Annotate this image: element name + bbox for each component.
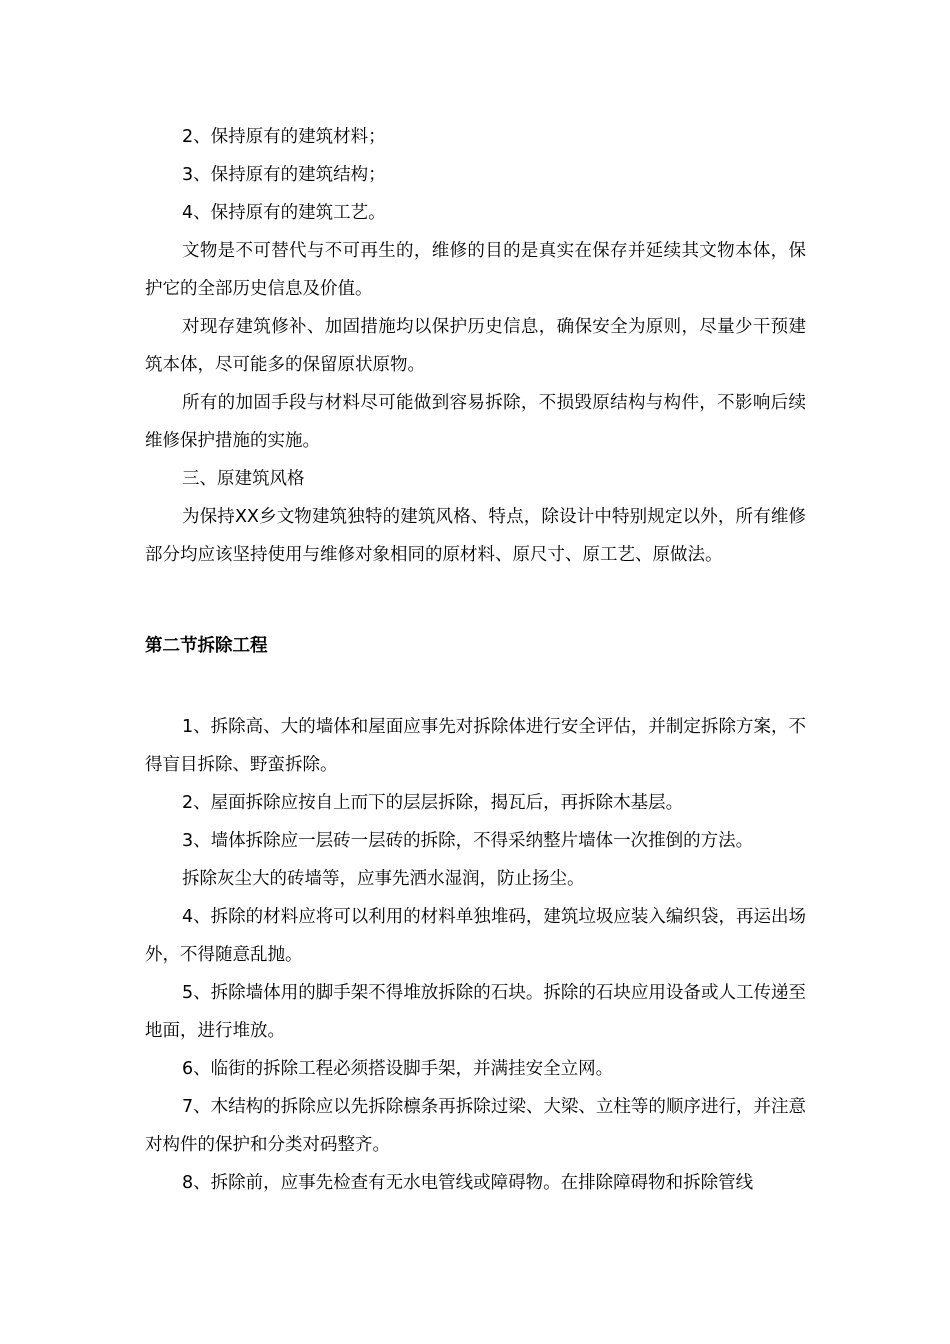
paragraph-14: 5、拆除墙体用的脚手架不得堆放拆除的石块。拆除的石块应用设备或人工传递至地面，进行堆放。 [145, 983, 806, 1041]
paragraph-13: 4、拆除的材料应将可以利用的材料单独堆码，建筑垃圾应装入编织袋，再运出场外，不得随意乱抛。 [145, 907, 806, 965]
paragraph-16: 7、木结构的拆除应以先拆除檩条再拆除过梁、大梁、立柱等的顺序进行，并注意对构件的保护和分类对码整齐。 [145, 1097, 806, 1155]
paragraph-15: 6、临街的拆除工程必须搭设脚手架，并满挂安全立网。 [182, 1059, 614, 1079]
paragraph-7: 三、原建筑风格 [182, 469, 305, 489]
paragraph-4: 文物是不可替代与不可再生的，维修的目的是真实在保存并延续其文物本体，保护它的全部历史信息及价值。 [145, 241, 806, 299]
bottom-paragraphs [145, 708, 806, 1202]
top-paragraphs [145, 118, 806, 574]
section-heading: 第二节拆除工程 [145, 636, 268, 656]
paragraph-6: 所有的加固手段与材料尽可能做到容易拆除，不损毁原结构与构件，不影响后续维修保护措施的实施。 [145, 393, 806, 451]
paragraph-10: 2、屋面拆除应按自上而下的层层拆除，揭瓦后，再拆除木基层。 [182, 793, 684, 813]
paragraph-9: 1、拆除高、大的墙体和屋面应事先对拆除体进行安全评估，并制定拆除方案，不得盲目拆除、野蛮拆除。 [145, 717, 806, 775]
paragraph-17: 8、拆除前，应事先检查有无水电管线或障碍物。在排除障碍物和拆除管线 [182, 1173, 754, 1193]
paragraph-5: 对现存建筑修补、加固措施均以保护历史信息，确保安全为原则，尽量少干预建筑本体，尽可能多的保留原状原物。 [145, 317, 806, 375]
paragraph-12: 拆除灰尘大的砖墙等，应事先洒水湿润，防止扬尘。 [182, 869, 585, 889]
paragraph-11: 3、墙体拆除应一层砖一层砖的拆除，不得采纳整片墙体一次推倒的方法。 [182, 831, 754, 851]
paragraph-1: 2、保持原有的建筑材料； [182, 127, 386, 147]
paragraph-2: 3、保持原有的建筑结构； [182, 165, 386, 185]
paragraph-8: 为保持XX乡文物建筑独特的建筑风格、特点，除设计中特别规定以外，所有维修部分均应该坚持使用与维修对象相同的原材料、原尺寸、原工艺、原做法。 [145, 507, 806, 565]
paragraph-3: 4、保持原有的建筑工艺。 [182, 203, 386, 223]
